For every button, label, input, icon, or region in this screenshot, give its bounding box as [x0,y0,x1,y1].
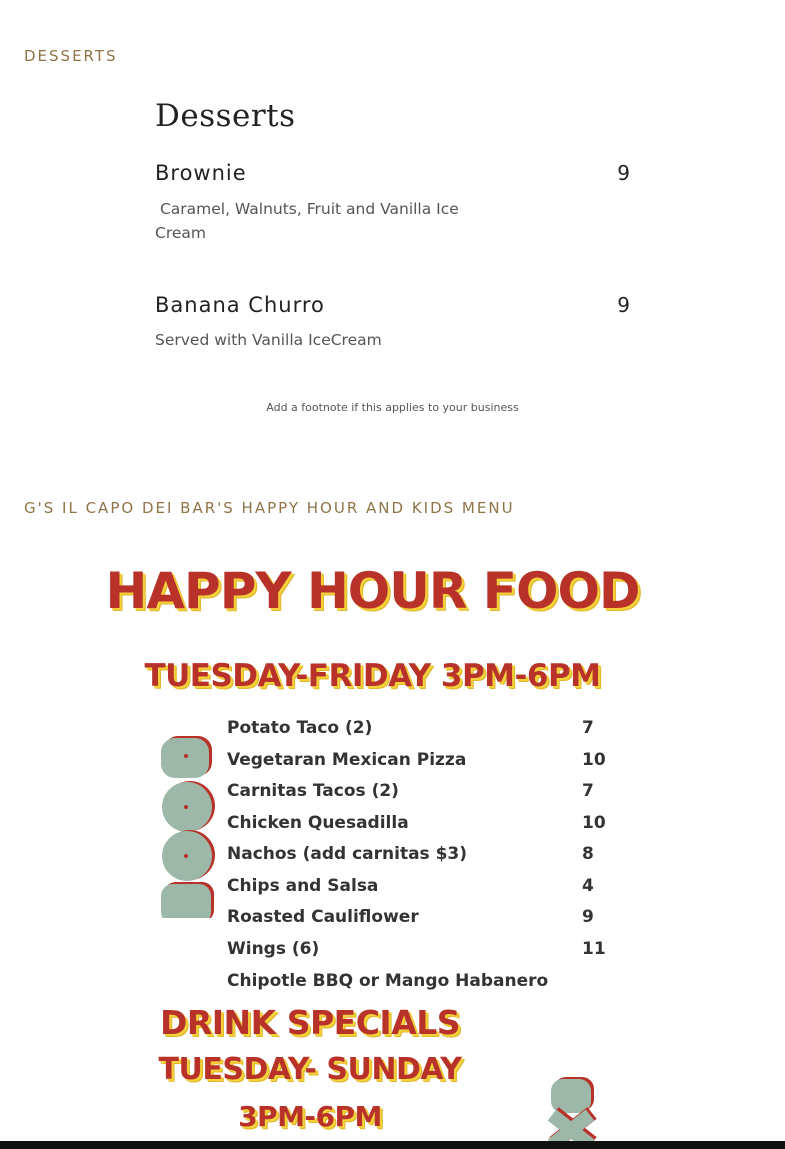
desserts-heading: Desserts [155,98,296,134]
food-item-name: Chicken Quesadilla [227,813,409,833]
happy-hour-section-label: G'S IL CAPO DEI BAR'S HAPPY HOUR AND KIDS MENU [24,499,515,517]
food-item-name: Roasted Cauliflower [227,907,419,927]
menu-footnote: Add a footnote if this applies to your business [266,401,519,414]
menu-item-price: 9 [617,293,630,317]
happy-hour-menu-image [0,540,785,1149]
drink-specials-days: TUESDAY- SUNDAY [158,1052,462,1087]
food-item-price: 11 [582,939,606,959]
wings-sauces-note: Chipotle BBQ or Mango Habanero [227,971,549,991]
desserts-section-label: DESSERTS [24,47,118,65]
food-item-price: 10 [582,750,606,770]
food-item-name: Carnitas Tacos (2) [227,781,399,801]
happy-hour-days: TUESDAY-FRIDAY 3PM-6PM [144,658,601,694]
food-item-name: Potato Taco (2) [227,718,373,738]
happy-hour-title: HAPPY HOUR FOOD [105,562,640,620]
food-item-price: 10 [582,813,606,833]
decorative-letters-icon [548,1073,598,1143]
food-item-name: Vegetaran Mexican Pizza [227,750,467,770]
food-item-price: 4 [582,876,594,896]
bottom-bar [0,1141,785,1149]
menu-item-description: Caramel, Walnuts, Fruit and Vanilla Ice Cream [155,200,459,242]
menu-item-name: Banana Churro [155,293,325,317]
drink-specials-hours: 3PM-6PM [238,1100,382,1133]
menu-item-price: 9 [617,161,630,185]
decorative-letters-icon [158,728,218,918]
menu-item-description: Served with Vanilla IceCream [155,331,382,349]
food-item-name: Nachos (add carnitas $3) [227,844,468,864]
food-item-price: 7 [582,718,594,738]
food-item-price: 8 [582,844,594,864]
food-item-price: 9 [582,907,594,927]
drink-specials-title: DRINK SPECIALS [159,1003,461,1042]
food-item-price: 7 [582,781,594,801]
food-item-name: Wings (6) [227,939,320,959]
food-item-name: Chips and Salsa [227,876,379,896]
menu-item-name: Brownie [155,161,247,185]
